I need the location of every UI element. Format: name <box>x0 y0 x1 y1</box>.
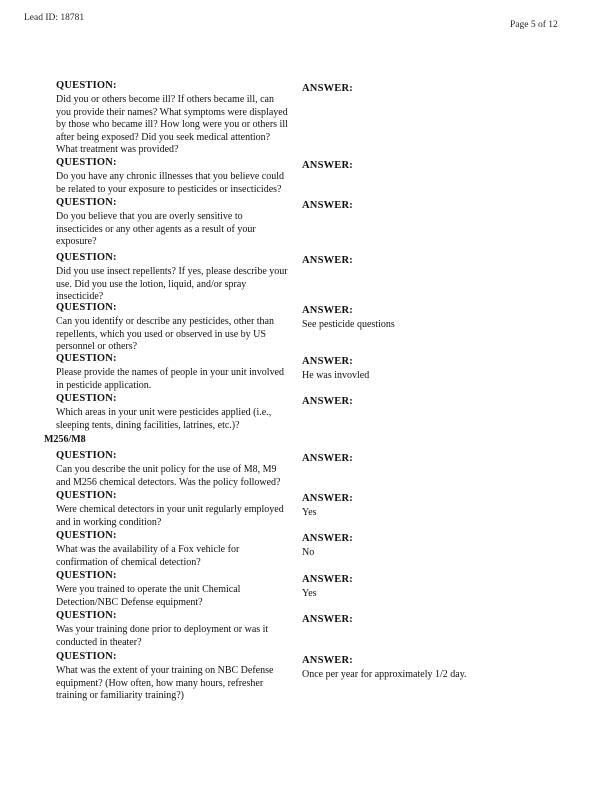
question-text: Did you use insect repellents? If yes, please describe your use. Did you use the lotion, liquid, and/or spray insecticide? <box>56 266 288 302</box>
question-label: QUESTION: <box>56 610 117 621</box>
question-label: QUESTION: <box>56 252 117 263</box>
question-label: QUESTION: <box>56 490 117 501</box>
question-block <box>56 569 291 609</box>
answer-label: ANSWER: <box>302 396 353 407</box>
question-block <box>56 352 291 392</box>
question-block <box>56 301 291 354</box>
answer-block <box>302 613 542 628</box>
question-text: Was your training done prior to deployment or was it conducted in theater? <box>56 624 269 648</box>
page-number: Page 5 of 12 <box>510 20 558 30</box>
answer-text: Yes <box>302 507 317 518</box>
answer-text: Once per year for approximately 1/2 day. <box>302 669 467 680</box>
question-label: QUESTION: <box>56 393 117 404</box>
answer-text: Yes <box>302 588 317 599</box>
question-text: Were chemical detectors in your unit regularly employed and in working condition? <box>56 504 284 528</box>
answer-text: No <box>302 547 315 558</box>
question-block <box>56 529 291 569</box>
question-text: Do you have any chronic illnesses that you believe could be related to your exposure to pesticides or insecticides? <box>56 171 284 195</box>
answer-label: ANSWER: <box>302 614 353 625</box>
question-block <box>56 489 291 529</box>
question-label: QUESTION: <box>56 570 117 581</box>
answer-label: ANSWER: <box>302 533 353 544</box>
answer-block <box>302 492 542 520</box>
question-label: QUESTION: <box>56 197 117 208</box>
question-label: QUESTION: <box>56 450 117 461</box>
question-text: Can you describe the unit policy for the use of M8, M9 and M256 chemical detectors. Was the policy followed? <box>56 464 281 488</box>
answer-label: ANSWER: <box>302 493 353 504</box>
question-block <box>56 650 291 703</box>
answer-block <box>302 452 542 467</box>
question-text: Which areas in your unit were pesticides applied (i.e., sleeping tents, dining facilities, latrines, etc.)? <box>56 407 272 431</box>
answer-label: ANSWER: <box>302 655 353 666</box>
question-label: QUESTION: <box>56 80 117 91</box>
question-text: Were you trained to operate the unit Chemical Detection/NBC Defense equipment? <box>56 584 241 608</box>
question-text: What was the availability of a Fox vehicle for confirmation of chemical detection? <box>56 544 240 568</box>
question-block <box>56 196 291 249</box>
question-text: Please provide the names of people in your unit involved in pesticide application. <box>56 367 285 391</box>
question-label: QUESTION: <box>56 651 117 662</box>
answer-label: ANSWER: <box>302 574 353 585</box>
lead-id: Lead ID: 18781 <box>24 13 85 23</box>
question-block <box>56 392 291 432</box>
question-text: What was the extent of your training on NBC Defense equipment? (How often, how many hours, refresher training or familiarity training?) <box>56 665 274 701</box>
answer-block <box>302 304 542 332</box>
question-block <box>56 79 291 157</box>
question-label: QUESTION: <box>56 157 117 168</box>
answer-label: ANSWER: <box>302 255 353 266</box>
answer-label: ANSWER: <box>302 305 353 316</box>
question-text: Do you believe that you are overly sensitive to insecticides or any other agents as a result of your exposure? <box>56 211 256 247</box>
answer-block <box>302 654 542 682</box>
answer-text: He was invovled <box>302 370 370 381</box>
answer-block <box>302 532 542 560</box>
answer-block <box>302 355 542 383</box>
question-block <box>56 609 291 649</box>
answer-label: ANSWER: <box>302 83 353 94</box>
answer-block <box>302 573 542 601</box>
section-heading: M256/M8 <box>44 434 86 445</box>
question-block <box>56 251 291 304</box>
question-text: Can you identify or describe any pesticides, other than repellents, which you used or observed in use by US personnel or others? <box>56 316 274 352</box>
question-label: QUESTION: <box>56 530 117 541</box>
question-label: QUESTION: <box>56 302 117 313</box>
answer-label: ANSWER: <box>302 200 353 211</box>
question-text: Did you or others become ill? If others became ill, can you provide their names? What symptoms were displayed by those who became ill? How long were you or others ill after being exposed? Did you seek medical attention? What treatment was provided? <box>56 94 288 155</box>
answer-label: ANSWER: <box>302 160 353 171</box>
question-block <box>56 156 291 196</box>
answer-label: ANSWER: <box>302 356 353 367</box>
question-block <box>56 449 291 489</box>
answer-block <box>302 159 542 174</box>
answer-label: ANSWER: <box>302 453 353 464</box>
answer-block <box>302 395 542 410</box>
answer-block <box>302 254 542 269</box>
answer-block <box>302 199 542 214</box>
question-label: QUESTION: <box>56 353 117 364</box>
answer-text: See pesticide questions <box>302 319 395 330</box>
answer-block <box>302 82 542 97</box>
